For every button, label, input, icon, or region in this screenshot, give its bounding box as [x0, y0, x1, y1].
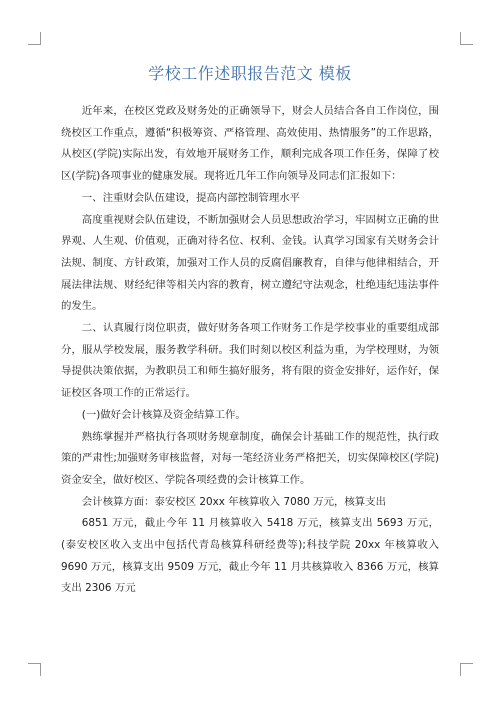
section-heading-2: 二、认真履行岗位职责，做好财务各项工作财务工作是学校事业的重要组成部分，服从学校发展，服务教学科研。我们时刻以校区利益为重，为学校理财，为领导提供决策依据，为教职员工和师生搞好服务，将有限的资金安排好，运作好，保证校区各项工作的正常运行。: [61, 322, 439, 400]
section-heading-1: 一、注重财会队伍建设，提高内部控制管理水平: [81, 191, 300, 204]
paragraph-intro: 近年来，在校区党政及财务处的正确领导下，财会人员结合各自工作岗位，围绕校区工作重点，遵循“积极筹资、严格管理、高效使用、热情服务”的工作思路，从校区(学院)实际出发，有效地开展财务工作，顺利完成各项工作任务，保障了校区(学院)各项事业的健康发展。现将近几年工作向领导及同志们汇报如下：: [61, 105, 439, 183]
subsection-heading-1: (一)做好会计核算及资金结算工作。: [81, 408, 246, 421]
crop-mark-bottom-left: [28, 663, 41, 676]
document-body: [61, 101, 439, 600]
paragraph-team-building: 高度重视财会队伍建设，不断加强财会人员思想政治学习，牢固树立正确的世界观、人生观、价值观，正确对待名位、权利、金钱。认真学习国家有关财务会计法规、制度、方针政策，加强对工作人员的反腐倡廉教育，自律与他律相结合，开展法律法规、财经纪律等相关内容的教育，树立遵纪守法观念，杜绝违纪违法事件的发生。: [61, 213, 439, 313]
paragraph-accounting: 熟练掌握并严格执行各项财务规章制度，确保会计基础工作的规范性，执行政策的严肃性;加强财务审核监督，对每一笔经济业务严格把关，切实保障校区(学院)资金安全，做好校区、学院各项经费的会计核算工作。: [61, 430, 439, 486]
crop-mark-bottom-right: [460, 663, 473, 676]
crop-mark-top-right: [460, 32, 473, 45]
paragraph-accounting-figures-cont: 6851 万元，截止今年 11 月核算收入 5418 万元，核算支出 5693 万元，(泰安校区收入支出中包括代青岛核算科研经费等);科技学院 20xx 年核算收入 9690 万元，核算支出 9509 万元，截止今年 11 月共核算收入 8366 万元，核算支出 2306 万元: [61, 517, 439, 595]
crop-mark-top-left: [28, 32, 41, 45]
paragraph-accounting-figures: 会计核算方面：泰安校区 20xx 年核算收入 7080 万元，核算支出: [81, 495, 386, 508]
document-title: 学校工作述职报告范文 模板: [148, 64, 352, 83]
